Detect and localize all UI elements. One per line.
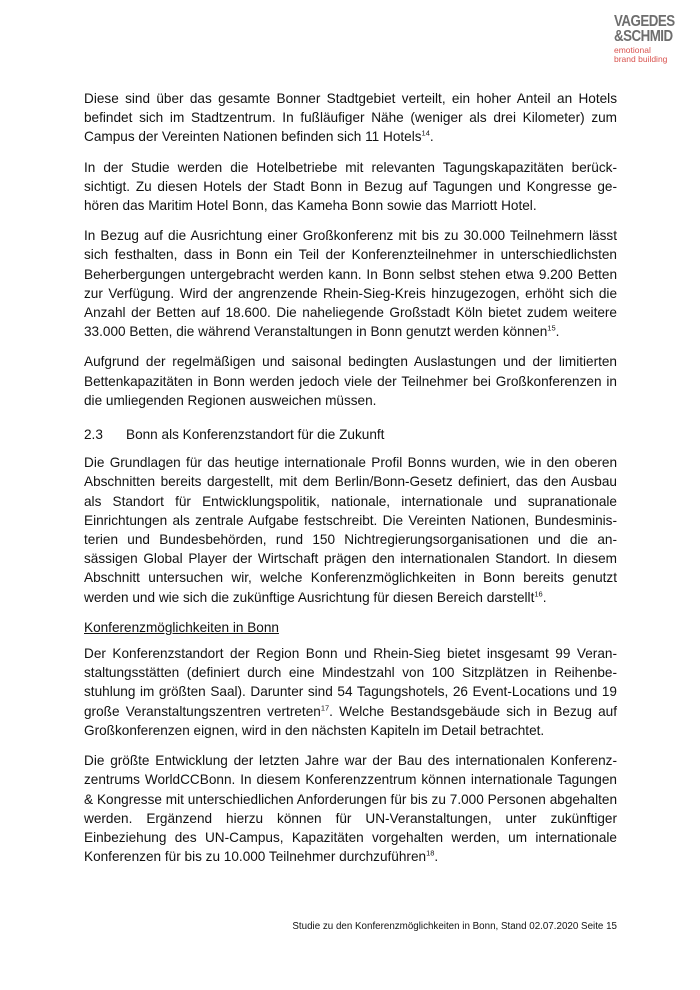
paragraph-international-profile: Die Grundlagen für das heutige internationale Profil Bonns wurden, wie in den oberen Abschnitten bereits dargestellt, mit dem Berlin/Bonn-Gesetz definiert, das den Ausbau als Standort für Entwicklungspolitik, nationale, internationale und supranationale Einrichtungen als zentrale Aufgabe festschreibt. Die Vereinten Nationen, Bundesministerien und Bundesbehörden, rund 150 Nichtregierungsorganisationen und die ansässigen Global Player der Wirtschaft prägen den internationalen Standort. In diesem Abschnitt untersuchen wir, welche Konferenzmöglichkeiten in Bonn bereits genutzt werden und wie sich die zukünftige Ausrichtung für diesen Bereich darstellt$^{16}$. xyxy=(84,455,617,605)
footnote-ref-15: 15 xyxy=(547,323,556,333)
logo-tagline-2: brand building xyxy=(614,53,668,64)
footnote-ref-14: 14 xyxy=(421,128,430,138)
footnote-ref-16: 16 xyxy=(534,589,543,599)
paragraph-utilization: Aufgrund der regelmäßigen und saisonal bedingten Auslastungen und der limitierten Bettenkapazitäten in Bonn werden jedoch viele der Teilnehmer bei Großkonferenzen in die umliegenden Regionen ausweichen müssen. xyxy=(84,354,617,408)
section-number: 2.3 xyxy=(84,427,103,443)
section-title: Bonn als Konferenzstandort für die Zukunft xyxy=(126,427,385,443)
section-heading xyxy=(84,425,617,444)
footnote-ref-17: 17 xyxy=(320,703,330,713)
page-body xyxy=(84,89,617,877)
paragraph-worldccbonn: Die größte Entwicklung der letzten Jahre war der Bau des internationalen Konferenzzentrums WorldCCBonn. In diesem Konferenzzentrum können internationale Tagungen & Kongresse mit unterschiedlichen Anforderungen für bis zu 7.000 Personen abgehalten werden. Ergänzend hierzu können für UN-Veranstaltungen, unter zukünftiger Einbeziehung des UN-Campus, Kapazitäten vorgehalten werden, um internationale Konferenzen für bis zu 10.000 Teilnehmer durchzuführen$^{18}$. xyxy=(84,753,617,865)
page-footer: Studie zu den Konferenzmöglichkeiten in Bonn, Stand 02.07.2020 Seite 15 xyxy=(292,921,617,932)
footnote-ref-18: 18 xyxy=(426,848,435,858)
paragraph-hotels-study: In der Studie werden die Hotelbetriebe mit relevanten Tagungskapazitäten berücksichtigt. Zu diesen Hotels der Stadt Bonn in Bezug auf Tagungen und Kongresse gehören das Maritim Hotel Bonn, das Kameha Bonn sowie das Marriott Hotel. xyxy=(84,159,617,214)
paragraph-venues: Der Konferenzstandort der Region Bonn und Rhein-Sieg bietet insgesamt 99 Veranstaltungsstätten (definiert durch eine Mindestzahl von 100 Sitzplätzen in Reihenbestuhlung im größten Saal). Darunter sind 54 Tagungshotels, 26 Event-Locations und 19 große Veranstaltungszentren vertreten$^{17}$. Welche Bestandsgebäude sich in Bezug auf Großkonferenzen eignen, wird in den nächsten Kapiteln im Detail betrachtet. xyxy=(84,646,617,738)
paragraph-beds-capacity: In Bezug auf die Ausrichtung einer Großkonferenz mit bis zu 30.000 Teilnehmern lässt sich festhalten, dass in Bonn ein Teil der Konferenzteilnehmer in unterschiedlichsten Beherbergungen untergebracht werden kann. In Bonn selbst stehen etwa 9.200 Betten zur Verfügung. Wird der angrenzende Rhein-Sieg-Kreis hinzugezogen, erhöht sich die Anzahl der Betten auf 18.600. Die naheliegende Großstadt Köln bietet zudem weitere 33.000 Betten, die während Veranstaltungen in Bonn genutzt werden können$^{15}$. xyxy=(84,228,617,340)
brand-logo xyxy=(614,14,690,63)
subheading: Konferenzmöglichkeiten in Bonn xyxy=(84,619,279,635)
paragraph-hotels-distribution: Diese sind über das gesamte Bonner Stadtgebiet verteilt, ein hoher Anteil an Hotels befindet sich im Stadtzentrum. In fußläufiger Nähe (weniger als drei Kilometer) zum Campus der Vereinten Nationen befinden sich 11 Hotels$^{14}$. xyxy=(84,91,617,145)
logo-line-2: &SCHMID xyxy=(614,28,673,45)
logo-line-1: VAGEDES xyxy=(614,13,675,30)
logo-tagline-1: emotional xyxy=(614,45,651,55)
